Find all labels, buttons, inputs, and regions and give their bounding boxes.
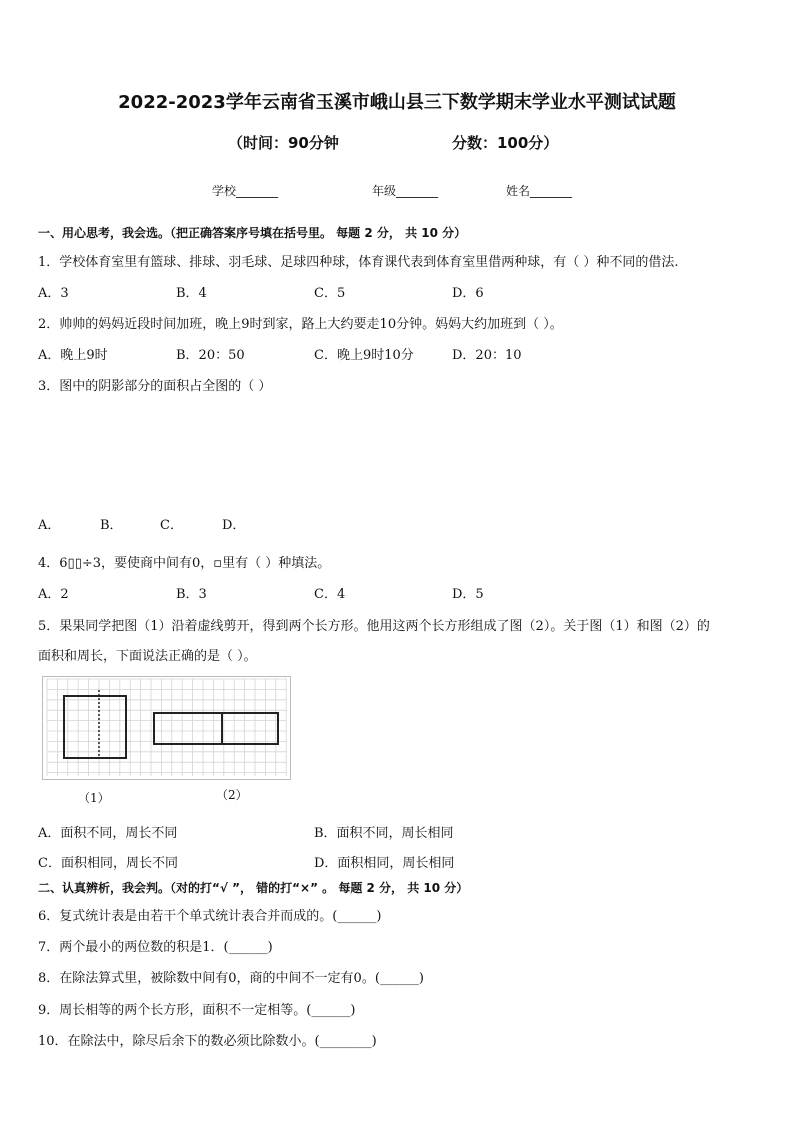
question-3: 3．图中的阴影部分的面积占全图的（ ） — [38, 379, 272, 394]
question-9[interactable]: 9．周长相等的两个长方形，面积不一定相等。(______) — [38, 1003, 356, 1018]
q3-option-d[interactable]: D． — [222, 518, 246, 533]
q1-option-d[interactable]: D．6 — [452, 286, 484, 301]
section1-heading: 一、用心思考，我会选。（把正确答案序号填在括号里。 每题 2 分， 共 10 分） — [38, 226, 467, 240]
q3-option-c[interactable]: C． — [160, 518, 183, 533]
q4-option-b[interactable]: B．3 — [176, 587, 207, 602]
name-field[interactable]: 姓名_______ — [506, 184, 573, 198]
figure-1-label: （1） — [78, 791, 110, 805]
q1-option-b[interactable]: B．4 — [176, 286, 207, 301]
q3-option-b[interactable]: B． — [100, 518, 123, 533]
q2-option-a[interactable]: A．晚上9时 — [38, 348, 108, 363]
q1-option-a[interactable]: A．3 — [38, 286, 69, 301]
question-8[interactable]: 8．在除法算式里，被除数中间有0，商的中间不一定有0。(______) — [38, 971, 424, 986]
q2-option-b[interactable]: B．20：50 — [176, 348, 245, 363]
question-1: 1．学校体育室里有篮球、排球、羽毛球、足球四种球，体育课代表到体育室里借两种球，有（ ）种不同的借法. — [38, 255, 679, 270]
q1-option-c[interactable]: C．5 — [314, 286, 346, 301]
question-6[interactable]: 6．复式统计表是由若干个单式统计表合并而成的。(______) — [38, 909, 382, 924]
q5-option-b[interactable]: B．面积不同，周长相同 — [314, 826, 454, 841]
question-7[interactable]: 7．两个最小的两位数的积是1．(______) — [38, 940, 273, 955]
figure-2-label: （2） — [216, 788, 248, 802]
q4-option-a[interactable]: A．2 — [38, 587, 69, 602]
q5-option-a[interactable]: A．面积不同，周长不同 — [38, 826, 178, 841]
question-10[interactable]: 10．在除法中，除尽后余下的数必须比除数小。(________) — [38, 1034, 377, 1049]
q5-option-c[interactable]: C．面积相同，周长不同 — [38, 856, 178, 871]
q5-option-d[interactable]: D．面积相同，周长相同 — [314, 856, 455, 871]
question-2: 2．帅帅的妈妈近段时间加班，晚上9时到家，路上大约要走10分钟。妈妈大约加班到（ ）。 — [38, 317, 563, 332]
section2-heading: 二、认真辨析，我会判。（对的打“√ ”， 错的打“×” 。 每题 2 分， 共 10 分） — [38, 881, 469, 895]
school-field[interactable]: 学校_______ — [212, 184, 279, 198]
q3-option-a[interactable]: A． — [38, 518, 61, 533]
q4-option-c[interactable]: C．4 — [314, 587, 346, 602]
exam-score: 分数：100分） — [452, 134, 559, 152]
q4-option-d[interactable]: D．5 — [452, 587, 484, 602]
exam-time: （时间：90分钟 — [228, 134, 339, 152]
grade-field[interactable]: 年级_______ — [372, 184, 439, 198]
q2-option-c[interactable]: C．晚上9时10分 — [314, 348, 414, 363]
page-title: 2022-2023学年云南省玉溪市峨山县三下数学期末学业水平测试试题 — [118, 92, 676, 113]
q2-option-d[interactable]: D．20：10 — [452, 348, 522, 363]
question-4: 4．6▯▯÷3，要使商中间有0，▫里有（ ）种填法。 — [38, 556, 331, 571]
q5-grid-figure — [42, 676, 292, 780]
question-5-line2: 面积和周长，下面说法正确的是（ ）。 — [38, 649, 257, 664]
question-5-line1: 5．果果同学把图（1）沿着虚线剪开，得到两个长方形。他用这两个长方形组成了图（2）。关于图（1）和图（2）的 — [38, 619, 710, 634]
